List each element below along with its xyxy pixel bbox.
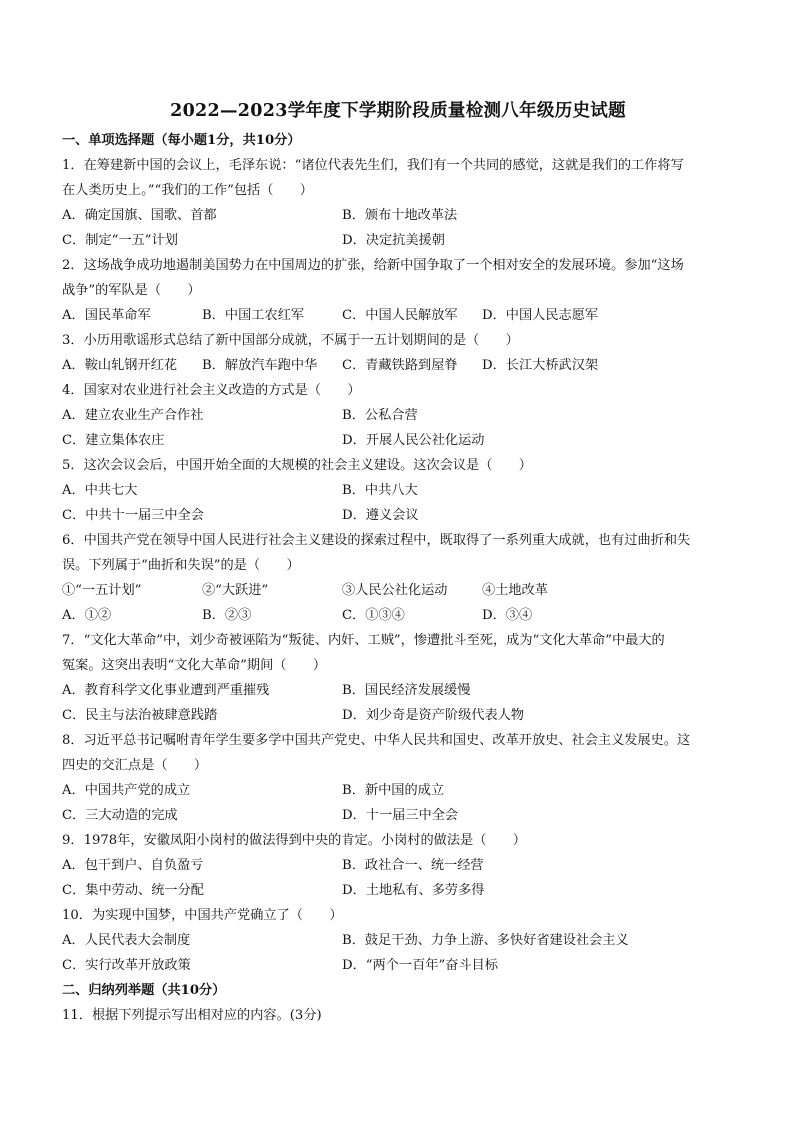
q8-stem-line2: 四史的交汇点是（ ） [62, 758, 208, 773]
q4-option-a: A．建立农业生产合作社 [62, 408, 204, 423]
q9-option-b: B．政社合一、统一经营 [342, 858, 484, 873]
exam-title: 2022—2023学年度下学期阶段质量检测八年级历史试题 [170, 101, 626, 121]
q6-option-b: B．②③ [202, 608, 252, 623]
q3-option-b: B．解放汽车跑中华 [202, 358, 318, 373]
q8-stem-line1: 8．习近平总书记嘱咐青年学生要多学中国共产党史、中华人民共和国史、改革开放史、社会主义发展史。这 [62, 733, 691, 748]
q11-stem: 11．根据下列提示写出相对应的内容。(3分) [62, 1008, 322, 1023]
q6-option-c: C．①③④ [342, 608, 405, 623]
q9-stem: 9．1978年，安徽凤阳小岗村的做法得到中央的肯定。小岗村的做法是（ ） [62, 833, 526, 848]
q7-option-d: D．刘少奇是资产阶级代表人物 [342, 708, 525, 723]
q10-option-c: C．实行改革开放政策 [62, 958, 191, 973]
q2-option-c: C．中国人民解放军 [342, 308, 458, 323]
q10-stem: 10．为实现中国梦，中国共产党确立了（ ） [62, 908, 343, 923]
q8-option-b: B．新中国的成立 [342, 783, 445, 798]
q5-option-b: B．中共八大 [342, 483, 418, 498]
q10-option-b: B．鼓足干劲、力争上游、多快好省建设社会主义 [342, 933, 629, 948]
q4-option-d: D．开展人民公社化运动 [342, 433, 485, 448]
q5-option-d: D．遵义会议 [342, 508, 419, 523]
q9-option-c: C．集中劳动、统一分配 [62, 883, 204, 898]
q8-option-c: C．三大动造的完成 [62, 808, 178, 823]
q3-option-d: D．长江大桥武汉架 [482, 358, 599, 373]
q6-item-3: ③人民公社化运动 [342, 583, 448, 598]
q6-item-4: ④土地改革 [482, 583, 548, 598]
q6-option-d: D．③④ [482, 608, 533, 623]
q8-option-d: D．十一届三中全会 [342, 808, 459, 823]
q5-option-c: C．中共十一届三中全会 [62, 508, 204, 523]
q6-stem-line1: 6．中国共产党在领导中国人民进行社会主义建设的探索过程中，既取得了一系列重大成就，也有过曲折和失 [62, 533, 691, 548]
q8-option-a: A．中国共产党的成立 [62, 783, 191, 798]
q1-option-b: B．颁布十地改革法 [342, 208, 458, 223]
q1-option-a: A．确定国旗、国歌、首都 [62, 208, 217, 223]
q4-stem: 4．国家对农业进行社会主义改造的方式是（ ） [62, 383, 361, 398]
q6-option-a: A．①② [62, 608, 112, 623]
q3-option-a: A．鞍山轧钢开红花 [62, 358, 178, 373]
q4-option-c: C．建立集体农庄 [62, 433, 165, 448]
q7-option-b: B．国民经济发展缓慢 [342, 683, 471, 698]
q1-option-d: D．决定抗美援朝 [342, 233, 445, 248]
q5-option-a: A．中共七大 [62, 483, 138, 498]
q1-stem-line2: 在人类历史上。”“我们的工作”包括（ ） [62, 183, 313, 198]
q3-option-c: C．青藏铁路到屋脊 [342, 358, 458, 373]
q1-stem-line1: 1．在筹建新中国的会议上，毛泽东说：“诸位代表先生们，我们有一个共同的感觉，这就是我们的工作将写 [62, 158, 684, 173]
q2-option-d: D．中国人民志愿军 [482, 308, 599, 323]
q7-option-c: C．民主与法治被肆意践踏 [62, 708, 218, 723]
q10-option-a: A．人民代表大会制度 [62, 933, 191, 948]
q2-stem-line1: 2．这场战争成功地遏制美国势力在中国周边的扩张，给新中国争取了一个相对安全的发展环境。参加“这场 [62, 258, 684, 273]
q2-option-a: A．国民革命军 [62, 308, 151, 323]
section-1-heading: 一、单项选择题（每小题1分，共10分） [62, 133, 301, 148]
q3-stem: 3．小历用歌谣形式总结了新中国部分成就，不属于一五计划期间的是（ ） [62, 333, 519, 348]
section-2-heading: 二、归纳列举题（共10分） [62, 983, 226, 998]
q6-stem-line2: 误。下列属于“曲折和失误”的是（ ） [62, 558, 300, 573]
q4-option-b: B．公私合营 [342, 408, 418, 423]
q9-option-a: A．包干到户、自负盈亏 [62, 858, 204, 873]
q7-stem-line1: 7．“文化大革命”中，刘少奇被诬陷为“叛徒、内奸、工贼”，惨遭批斗至死，成为“文化大革命”中最大的 [62, 633, 665, 648]
q10-option-d: D．“两个一百年”奋斗目标 [342, 958, 498, 973]
q5-stem: 5．这次会议会后，中国开始全面的大规模的社会主义建设。这次会议是（ ） [62, 458, 532, 473]
q2-option-b: B．中国工农红军 [202, 308, 305, 323]
q7-option-a: A．教育科学文化事业遭到严重摧残 [62, 683, 270, 698]
q2-stem-line2: 战争”的军队是（ ） [62, 283, 201, 298]
q1-option-c: C．制定“一五”计划 [62, 233, 178, 248]
q6-item-2: ②“大跃进” [202, 583, 269, 598]
q9-option-d: D．土地私有、多劳多得 [342, 883, 485, 898]
q6-item-1: ①“一五计划” [62, 583, 142, 598]
q7-stem-line2: 冤案。这突出表明“文化大革命”期间（ ） [62, 658, 327, 673]
